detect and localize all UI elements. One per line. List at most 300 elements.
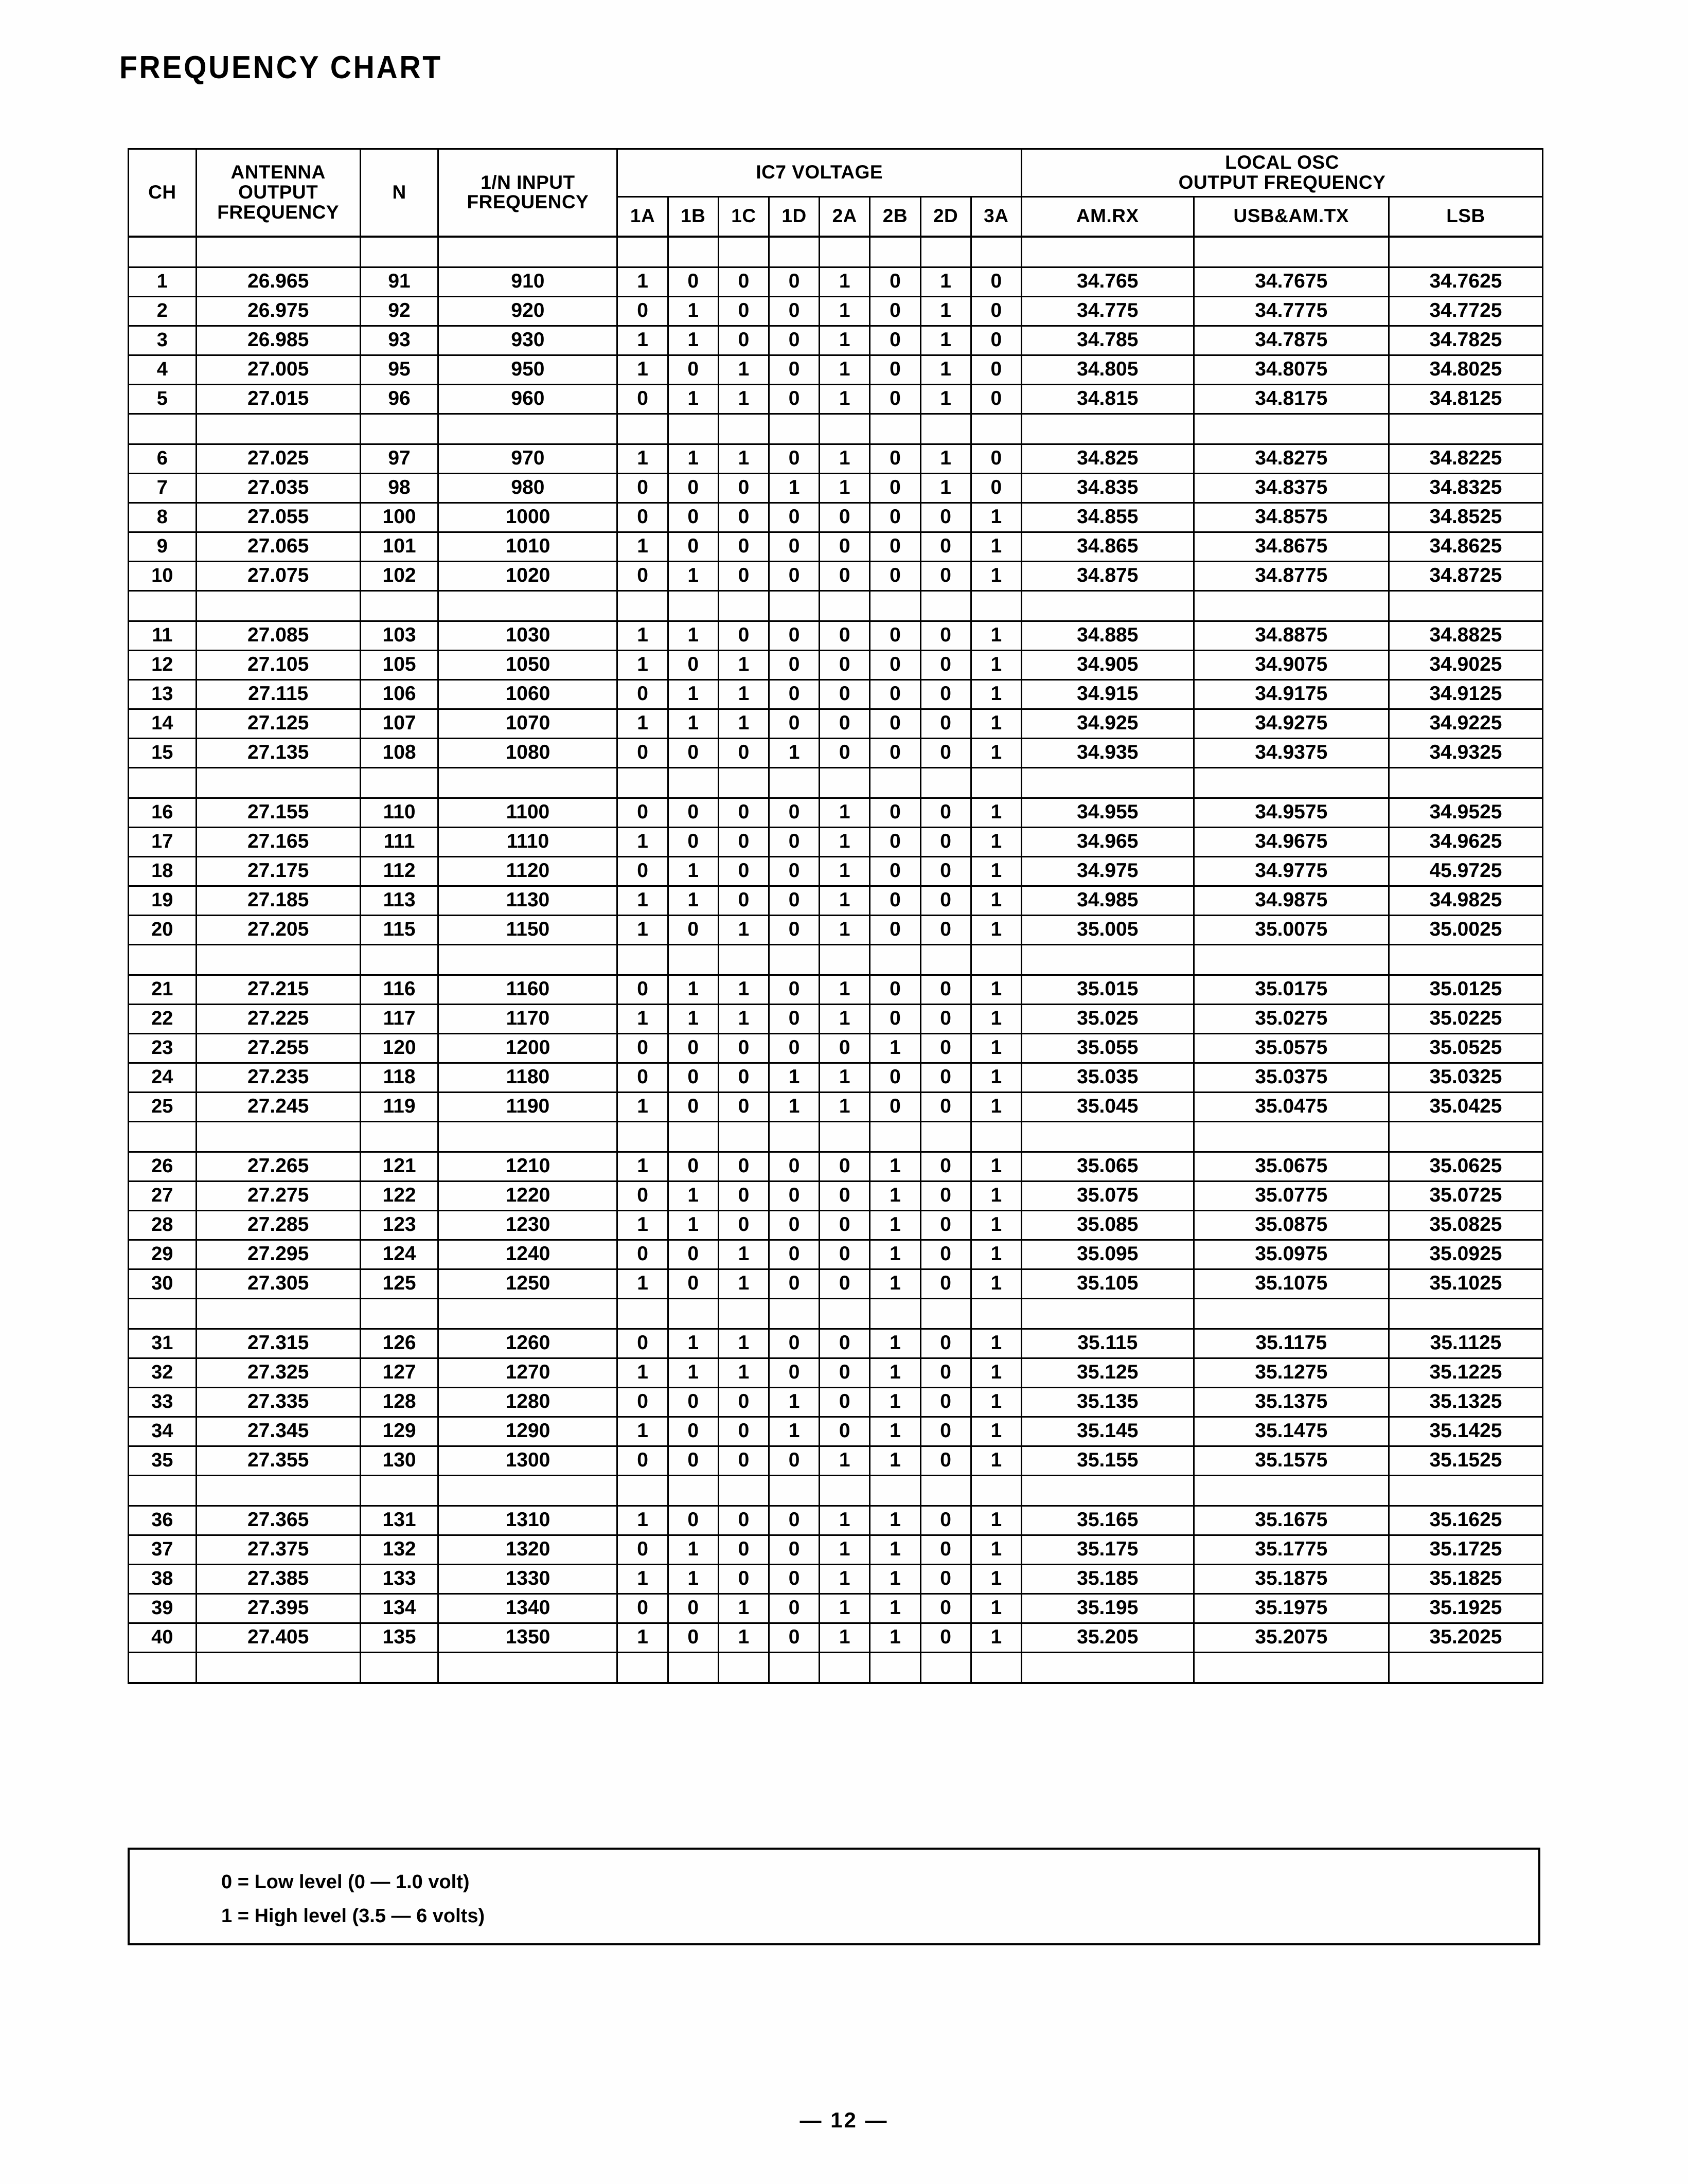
cell-bit-2d: 0 [920,856,971,886]
cell-bit-1c: 1 [718,650,769,679]
spacer-cell [438,1475,617,1506]
table-row [129,709,1543,738]
cell-bit-2a: 0 [820,650,870,679]
cell-input-frequency: 1320 [438,1535,617,1564]
cell-bit-3a: 1 [971,1506,1021,1535]
cell-bit-1d: 0 [769,915,820,944]
cell-bit-2d: 0 [920,1329,971,1358]
cell-osc-usb-am-tx: 35.1275 [1194,1358,1389,1387]
cell-osc-am-rx: 34.905 [1021,650,1194,679]
cell-osc-lsb: 34.9625 [1389,827,1542,856]
cell-bit-3a: 0 [971,267,1021,296]
header-bit-1d: 1D [769,196,820,237]
cell-ch: 29 [129,1240,197,1269]
cell-bit-1d: 0 [769,856,820,886]
spacer-cell [129,1652,197,1683]
cell-bit-1a: 1 [617,444,668,473]
cell-input-frequency: 1020 [438,561,617,590]
page-footer: — 12 — [799,2108,889,2132]
table-row [129,1623,1543,1652]
cell-bit-1d: 0 [769,1004,820,1033]
cell-input-frequency: 1350 [438,1623,617,1652]
cell-bit-2a: 1 [820,1004,870,1033]
cell-bit-2d: 0 [920,798,971,827]
cell-bit-2b: 0 [870,532,920,561]
cell-bit-3a: 1 [971,856,1021,886]
cell-bit-2d: 0 [920,679,971,709]
cell-bit-2a: 1 [820,1446,870,1475]
spacer-cell [129,1298,197,1329]
cell-bit-2a: 1 [820,886,870,915]
cell-ch: 2 [129,296,197,326]
cell-bit-2a: 1 [820,1535,870,1564]
header-bit-2a: 2A [820,196,870,237]
cell-bit-3a: 1 [971,1594,1021,1623]
cell-bit-1b: 1 [668,1564,718,1594]
cell-bit-1b: 1 [668,1210,718,1240]
header-bit-3a: 3A [971,196,1021,237]
cell-osc-am-rx: 35.135 [1021,1387,1194,1417]
cell-bit-2d: 0 [920,621,971,650]
cell-input-frequency: 1250 [438,1269,617,1298]
cell-bit-1b: 0 [668,532,718,561]
cell-osc-am-rx: 35.065 [1021,1152,1194,1181]
cell-bit-3a: 1 [971,1181,1021,1210]
cell-bit-3a: 1 [971,1387,1021,1417]
cell-input-frequency: 950 [438,355,617,384]
table-row [129,1535,1543,1564]
cell-n: 103 [360,621,438,650]
cell-bit-2b: 1 [870,1387,920,1417]
cell-bit-1b: 1 [668,679,718,709]
cell-input-frequency: 1080 [438,738,617,767]
cell-bit-2a: 0 [820,1210,870,1240]
cell-osc-lsb: 34.9325 [1389,738,1542,767]
cell-osc-usb-am-tx: 35.0075 [1194,915,1389,944]
cell-bit-1c: 1 [718,1269,769,1298]
cell-bit-1c: 1 [718,975,769,1004]
cell-bit-1c: 1 [718,915,769,944]
cell-bit-1a: 0 [617,1240,668,1269]
spacer-cell [1021,1475,1194,1506]
spacer-cell [1389,767,1542,798]
cell-bit-2d: 0 [920,1358,971,1387]
spacer-cell [870,1475,920,1506]
cell-bit-1d: 0 [769,444,820,473]
cell-bit-1a: 0 [617,561,668,590]
cell-bit-2a: 1 [820,444,870,473]
cell-bit-1d: 0 [769,267,820,296]
cell-bit-1b: 0 [668,1446,718,1475]
cell-osc-lsb: 35.0525 [1389,1033,1542,1063]
cell-osc-am-rx: 35.145 [1021,1417,1194,1446]
cell-osc-lsb: 34.8725 [1389,561,1542,590]
cell-bit-2a: 0 [820,1152,870,1181]
cell-bit-2b: 0 [870,886,920,915]
spacer-cell [718,1652,769,1683]
cell-ch: 37 [129,1535,197,1564]
cell-bit-2b: 0 [870,1092,920,1121]
cell-osc-usb-am-tx: 34.8075 [1194,355,1389,384]
cell-ch: 5 [129,384,197,414]
legend-box [128,1848,1540,1945]
cell-bit-2a: 0 [820,1329,870,1358]
spacer-cell [718,1475,769,1506]
cell-bit-1b: 0 [668,1623,718,1652]
cell-antenna-output-frequency: 27.135 [196,738,360,767]
header-bit-1b: 1B [668,196,718,237]
cell-bit-1a: 1 [617,1269,668,1298]
table-row [129,1210,1543,1240]
cell-ch: 22 [129,1004,197,1033]
cell-input-frequency: 1150 [438,915,617,944]
cell-n: 97 [360,444,438,473]
cell-bit-1a: 0 [617,975,668,1004]
table-row [129,473,1543,503]
cell-osc-lsb: 35.0625 [1389,1152,1542,1181]
cell-bit-2a: 0 [820,679,870,709]
spacer-cell [129,237,197,267]
cell-bit-1a: 0 [617,798,668,827]
cell-osc-usb-am-tx: 34.8575 [1194,503,1389,532]
cell-bit-2a: 1 [820,798,870,827]
cell-antenna-output-frequency: 26.965 [196,267,360,296]
table-row [129,856,1543,886]
cell-bit-2b: 0 [870,650,920,679]
cell-osc-am-rx: 35.165 [1021,1506,1194,1535]
cell-osc-lsb: 35.1225 [1389,1358,1542,1387]
cell-bit-1a: 1 [617,650,668,679]
cell-osc-lsb: 34.7725 [1389,296,1542,326]
cell-osc-am-rx: 35.175 [1021,1535,1194,1564]
spacer-cell [769,1298,820,1329]
cell-osc-lsb: 35.0825 [1389,1210,1542,1240]
cell-n: 124 [360,1240,438,1269]
cell-osc-usb-am-tx: 34.7675 [1194,267,1389,296]
cell-bit-1b: 0 [668,1417,718,1446]
cell-ch: 14 [129,709,197,738]
spacer-cell [617,1298,668,1329]
cell-osc-usb-am-tx: 34.7875 [1194,326,1389,355]
cell-bit-1d: 0 [769,1446,820,1475]
spacer-cell [870,1298,920,1329]
spacer-cell [438,414,617,444]
table-row [129,355,1543,384]
cell-bit-2b: 0 [870,296,920,326]
cell-n: 113 [360,886,438,915]
cell-bit-1b: 0 [668,1387,718,1417]
cell-osc-lsb: 35.0325 [1389,1063,1542,1092]
cell-osc-usb-am-tx: 35.0675 [1194,1152,1389,1181]
cell-input-frequency: 1110 [438,827,617,856]
cell-bit-3a: 1 [971,1623,1021,1652]
header-row-main [129,149,1543,197]
cell-bit-2d: 0 [920,1594,971,1623]
cell-bit-3a: 0 [971,473,1021,503]
cell-bit-1b: 0 [668,650,718,679]
cell-osc-lsb: 35.0425 [1389,1092,1542,1121]
cell-osc-lsb: 34.9125 [1389,679,1542,709]
cell-bit-1b: 0 [668,798,718,827]
cell-bit-1b: 1 [668,561,718,590]
cell-osc-am-rx: 35.025 [1021,1004,1194,1033]
spacer-cell [971,1298,1021,1329]
cell-bit-1c: 0 [718,621,769,650]
cell-osc-am-rx: 35.085 [1021,1210,1194,1240]
spacer-cell [129,1121,197,1152]
cell-input-frequency: 1030 [438,621,617,650]
cell-input-frequency: 1330 [438,1564,617,1594]
cell-bit-2a: 0 [820,1387,870,1417]
cell-bit-1d: 0 [769,1329,820,1358]
spacer-cell [820,414,870,444]
cell-bit-1b: 1 [668,326,718,355]
cell-bit-1a: 0 [617,384,668,414]
table-row [129,1594,1543,1623]
cell-osc-am-rx: 35.205 [1021,1623,1194,1652]
cell-n: 102 [360,561,438,590]
cell-antenna-output-frequency: 27.365 [196,1506,360,1535]
cell-bit-1a: 1 [617,1506,668,1535]
spacer-cell [438,237,617,267]
table-spacer-row [129,590,1543,621]
table-row [129,1092,1543,1121]
cell-bit-2d: 0 [920,1152,971,1181]
cell-bit-1a: 0 [617,503,668,532]
cell-bit-1a: 0 [617,473,668,503]
cell-bit-2b: 1 [870,1594,920,1623]
cell-osc-usb-am-tx: 34.9075 [1194,650,1389,679]
cell-bit-2a: 1 [820,1594,870,1623]
spacer-cell [971,767,1021,798]
cell-bit-1d: 0 [769,1033,820,1063]
cell-antenna-output-frequency: 27.405 [196,1623,360,1652]
cell-n: 100 [360,503,438,532]
cell-bit-2a: 0 [820,1358,870,1387]
cell-bit-2a: 0 [820,738,870,767]
cell-antenna-output-frequency: 27.165 [196,827,360,856]
cell-osc-usb-am-tx: 34.9375 [1194,738,1389,767]
cell-osc-am-rx: 34.785 [1021,326,1194,355]
spacer-cell [129,590,197,621]
cell-n: 129 [360,1417,438,1446]
spacer-cell [1194,1475,1389,1506]
cell-antenna-output-frequency: 27.285 [196,1210,360,1240]
cell-bit-1d: 0 [769,621,820,650]
table-spacer-row [129,944,1543,975]
cell-osc-am-rx: 35.185 [1021,1564,1194,1594]
cell-antenna-output-frequency: 27.315 [196,1329,360,1358]
cell-input-frequency: 1050 [438,650,617,679]
spacer-cell [617,1121,668,1152]
cell-osc-lsb: 35.1125 [1389,1329,1542,1358]
spacer-cell [617,767,668,798]
spacer-cell [668,590,718,621]
cell-osc-lsb: 35.1725 [1389,1535,1542,1564]
cell-bit-2d: 0 [920,1417,971,1446]
cell-bit-2b: 0 [870,975,920,1004]
spacer-cell [129,1475,197,1506]
cell-n: 117 [360,1004,438,1033]
cell-bit-1d: 0 [769,1594,820,1623]
cell-osc-usb-am-tx: 34.8175 [1194,384,1389,414]
cell-bit-1a: 1 [617,1092,668,1121]
spacer-cell [129,944,197,975]
cell-antenna-output-frequency: 27.055 [196,503,360,532]
spacer-cell [820,944,870,975]
spacer-cell [1194,767,1389,798]
cell-osc-lsb: 35.1325 [1389,1387,1542,1417]
cell-bit-1d: 0 [769,1181,820,1210]
cell-n: 105 [360,650,438,679]
cell-osc-lsb: 35.0925 [1389,1240,1542,1269]
cell-ch: 13 [129,679,197,709]
spacer-cell [870,590,920,621]
cell-osc-lsb: 35.1025 [1389,1269,1542,1298]
cell-bit-2d: 0 [920,1623,971,1652]
cell-n: 95 [360,355,438,384]
cell-osc-usb-am-tx: 35.0875 [1194,1210,1389,1240]
cell-bit-1d: 0 [769,975,820,1004]
cell-input-frequency: 1290 [438,1417,617,1446]
table-spacer-row [129,237,1543,267]
spacer-cell [870,1652,920,1683]
cell-ch: 11 [129,621,197,650]
header-input-line2: FREQUENCY [467,191,589,213]
cell-osc-lsb: 35.0025 [1389,915,1542,944]
cell-osc-am-rx: 34.955 [1021,798,1194,827]
cell-bit-2a: 0 [820,1033,870,1063]
cell-bit-1a: 0 [617,1181,668,1210]
cell-antenna-output-frequency: 27.205 [196,915,360,944]
cell-bit-1b: 0 [668,355,718,384]
cell-bit-1b: 0 [668,1269,718,1298]
cell-osc-am-rx: 34.865 [1021,532,1194,561]
cell-bit-1b: 1 [668,296,718,326]
header-n: N [360,149,438,237]
cell-antenna-output-frequency: 27.385 [196,1564,360,1594]
spacer-cell [196,414,360,444]
cell-bit-3a: 1 [971,532,1021,561]
cell-n: 108 [360,738,438,767]
cell-bit-3a: 1 [971,915,1021,944]
cell-n: 128 [360,1387,438,1417]
spacer-cell [1194,590,1389,621]
cell-ch: 17 [129,827,197,856]
cell-osc-usb-am-tx: 34.8675 [1194,532,1389,561]
cell-osc-lsb: 35.0125 [1389,975,1542,1004]
cell-bit-3a: 0 [971,444,1021,473]
table-row [129,326,1543,355]
table-spacer-row [129,767,1543,798]
cell-bit-1b: 0 [668,1063,718,1092]
cell-bit-1d: 0 [769,679,820,709]
spacer-cell [360,944,438,975]
cell-ch: 40 [129,1623,197,1652]
cell-bit-2d: 0 [920,1387,971,1417]
cell-bit-2b: 0 [870,267,920,296]
cell-bit-1c: 0 [718,1152,769,1181]
cell-bit-2a: 0 [820,561,870,590]
cell-bit-2b: 0 [870,709,920,738]
cell-bit-2d: 0 [920,1181,971,1210]
cell-bit-2b: 0 [870,856,920,886]
table-row [129,1240,1543,1269]
cell-bit-2a: 1 [820,1063,870,1092]
cell-ch: 7 [129,473,197,503]
cell-bit-1d: 1 [769,1092,820,1121]
cell-bit-1b: 1 [668,1358,718,1387]
cell-bit-1c: 0 [718,1506,769,1535]
cell-bit-2b: 1 [870,1240,920,1269]
table-row [129,1033,1543,1063]
cell-ch: 1 [129,267,197,296]
cell-bit-1b: 1 [668,384,718,414]
cell-bit-1d: 0 [769,1623,820,1652]
cell-osc-usb-am-tx: 35.1975 [1194,1594,1389,1623]
table-row [129,1269,1543,1298]
cell-n: 111 [360,827,438,856]
cell-input-frequency: 920 [438,296,617,326]
spacer-cell [769,590,820,621]
cell-bit-1a: 0 [617,679,668,709]
cell-bit-2b: 0 [870,679,920,709]
cell-bit-2d: 1 [920,384,971,414]
spacer-cell [1194,1298,1389,1329]
spacer-cell [617,414,668,444]
table-row [129,1564,1543,1594]
spacer-cell [438,1652,617,1683]
cell-bit-3a: 1 [971,503,1021,532]
cell-bit-2b: 1 [870,1417,920,1446]
cell-bit-3a: 1 [971,679,1021,709]
spacer-cell [360,767,438,798]
cell-bit-1c: 0 [718,1387,769,1417]
table-row [129,886,1543,915]
cell-bit-3a: 1 [971,1240,1021,1269]
cell-bit-1b: 1 [668,886,718,915]
spacer-cell [718,767,769,798]
cell-antenna-output-frequency: 27.035 [196,473,360,503]
cell-bit-2a: 1 [820,296,870,326]
cell-ch: 39 [129,1594,197,1623]
cell-osc-lsb: 35.0225 [1389,1004,1542,1033]
cell-input-frequency: 1300 [438,1446,617,1475]
cell-ch: 15 [129,738,197,767]
cell-osc-am-rx: 34.825 [1021,444,1194,473]
cell-osc-am-rx: 35.105 [1021,1269,1194,1298]
cell-bit-2a: 0 [820,1269,870,1298]
spacer-cell [820,767,870,798]
spacer-cell [360,590,438,621]
spacer-cell [718,1121,769,1152]
cell-bit-2d: 0 [920,532,971,561]
cell-n: 134 [360,1594,438,1623]
cell-bit-1c: 0 [718,1446,769,1475]
page-title: FREQUENCY CHART [119,50,442,85]
cell-ch: 3 [129,326,197,355]
cell-bit-3a: 1 [971,1063,1021,1092]
table-row [129,798,1543,827]
spacer-cell [870,414,920,444]
cell-bit-2d: 0 [920,1092,971,1121]
cell-antenna-output-frequency: 27.025 [196,444,360,473]
cell-ch: 28 [129,1210,197,1240]
cell-antenna-output-frequency: 27.265 [196,1152,360,1181]
cell-bit-2a: 1 [820,326,870,355]
cell-bit-1c: 0 [718,886,769,915]
table-spacer-row [129,414,1543,444]
